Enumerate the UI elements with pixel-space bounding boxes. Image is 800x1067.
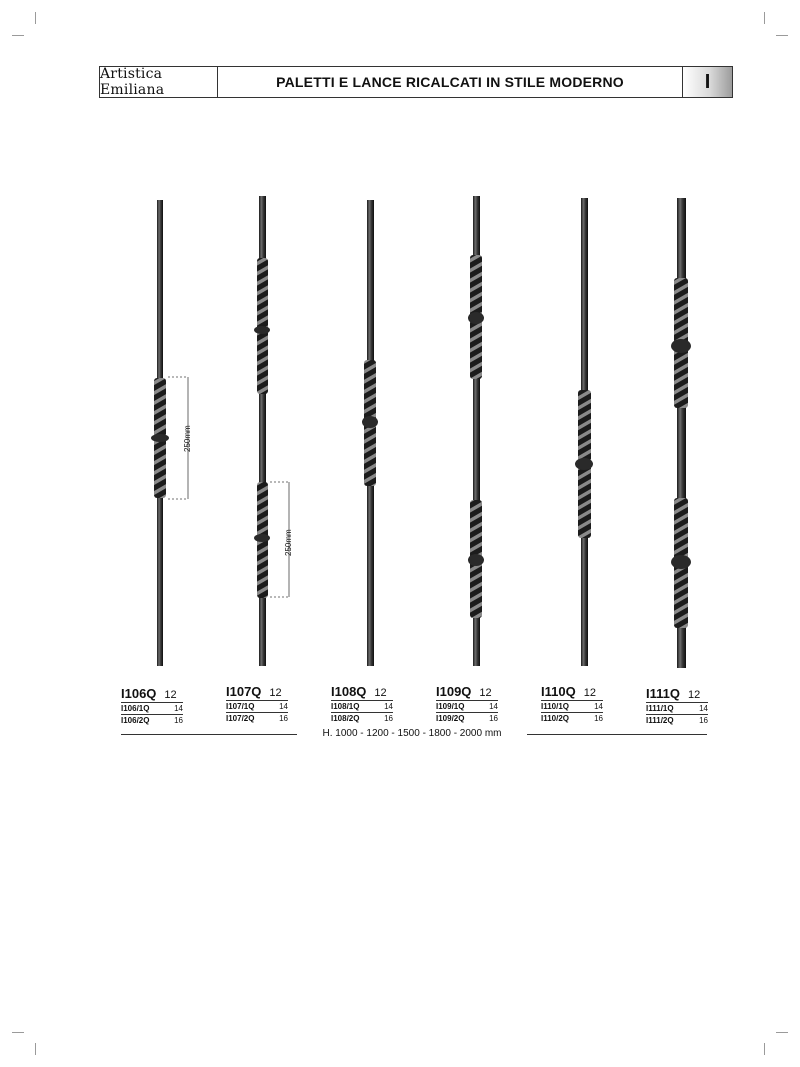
height-rule-left xyxy=(121,734,297,735)
crop-mark xyxy=(764,1043,765,1055)
product-code-i108q: I108Q 12 I108/1Q 14 I108/2Q 16 xyxy=(331,684,393,723)
bar-i107q xyxy=(254,196,289,666)
product-code-i109q: I109Q 12 I109/1Q 14 I109/2Q 16 xyxy=(436,684,498,723)
bar-i110q xyxy=(575,198,593,666)
bar-i109q xyxy=(468,196,484,666)
crop-mark xyxy=(35,12,36,24)
crop-mark xyxy=(776,35,788,36)
height-options: H. 1000 - 1200 - 1500 - 1800 - 2000 mm xyxy=(322,728,502,739)
crop-mark xyxy=(35,1043,36,1055)
section-letter: I xyxy=(682,67,732,97)
page-header xyxy=(99,66,733,98)
crop-mark xyxy=(12,1032,24,1033)
brand-logo: Artistica Emiliana xyxy=(100,67,218,97)
crop-mark xyxy=(776,1032,788,1033)
page-title: PALETTI E LANCE RICALCATI IN STILE MODERNO xyxy=(276,74,624,90)
height-rule-right xyxy=(527,734,707,735)
product-code-i110q: I110Q 12 I110/1Q 14 I110/2Q 16 xyxy=(541,684,603,723)
product-code-i111q: I111Q 12 I111/1Q 14 I111/2Q 16 xyxy=(646,686,708,725)
product-code-i107q: I107Q 12 I107/1Q 14 I107/2Q 16 xyxy=(226,684,288,723)
dimension-label: 250mm xyxy=(183,425,192,452)
bar-i108q xyxy=(362,200,378,666)
product-code-i106q: I106Q 12 I106/1Q 14 I106/2Q 16 xyxy=(121,686,183,725)
dimension-label: 250mm xyxy=(284,529,293,556)
crop-mark xyxy=(764,12,765,24)
bar-i111q xyxy=(671,198,691,668)
crop-mark xyxy=(12,35,24,36)
